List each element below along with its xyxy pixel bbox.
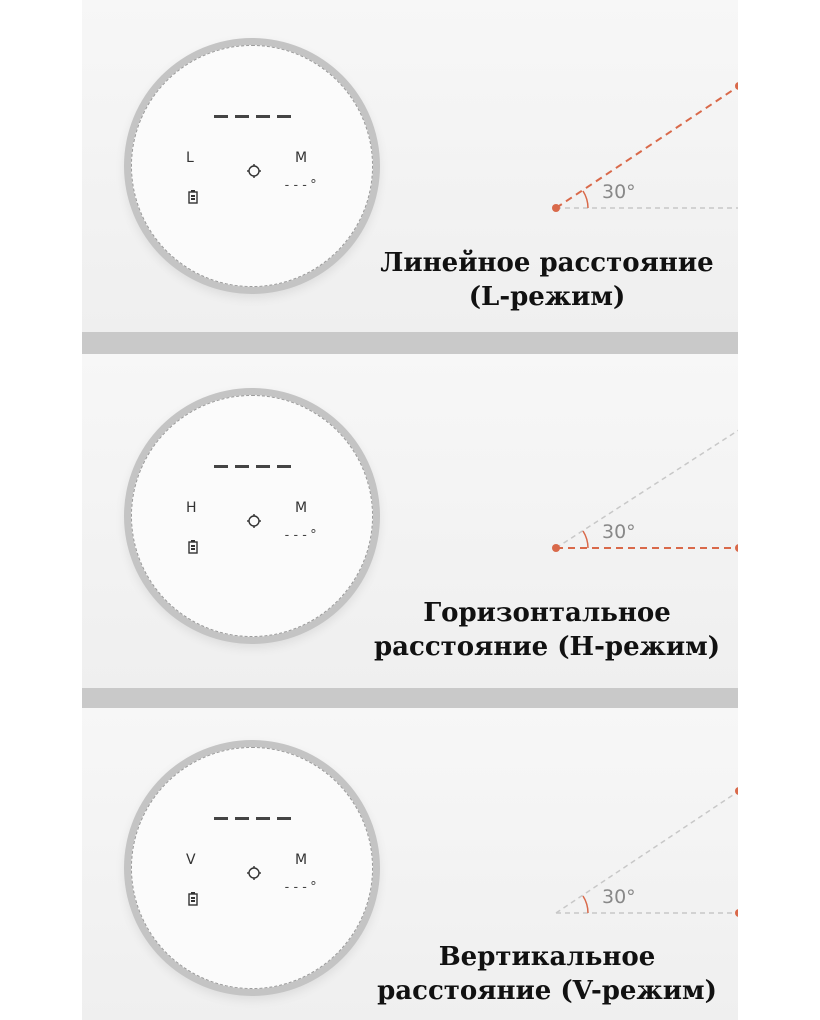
caption-line-2: расстояние (V-режим)	[377, 976, 717, 1006]
mode-panel-linear	[82, 0, 738, 332]
panel-divider	[82, 332, 738, 354]
angle-readout: ---°	[283, 178, 319, 193]
unit-indicator: M	[295, 500, 308, 516]
angle-label: 30°	[602, 521, 636, 543]
mode-caption	[332, 596, 738, 664]
horizontal-distance-diagram	[462, 414, 738, 564]
slant-guide-line	[556, 791, 738, 913]
linear-measure-line	[556, 86, 738, 208]
unit-indicator: M	[295, 150, 308, 166]
panel-divider	[82, 688, 738, 708]
caption-line-1: Линейное расстояние	[380, 248, 714, 278]
battery-icon	[188, 190, 198, 204]
vertical-distance-diagram	[462, 778, 738, 928]
caption-line-1: Горизонтальное	[423, 598, 671, 628]
angle-arc-icon	[583, 896, 588, 913]
caption-line-2: расстояние (H-режим)	[373, 632, 721, 662]
mode-caption	[332, 246, 738, 314]
target-icon	[247, 164, 261, 178]
mode-caption	[332, 940, 738, 1008]
slant-guide-line	[556, 426, 738, 548]
target-icon	[247, 514, 261, 528]
mode-indicator: V	[186, 852, 196, 868]
angle-label: 30°	[602, 181, 636, 203]
mode-panel-vertical	[82, 708, 738, 1020]
target-icon	[247, 866, 261, 880]
mode-indicator: L	[186, 150, 194, 166]
caption-line-1: Вертикальное	[438, 942, 656, 972]
main-readout-dashes	[214, 465, 291, 468]
angle-arc-icon	[583, 531, 588, 548]
mode-indicator: H	[186, 500, 197, 516]
main-readout-dashes	[214, 817, 291, 820]
angle-arc-icon	[583, 191, 588, 208]
linear-distance-diagram	[462, 70, 738, 220]
angle-label: 30°	[602, 886, 636, 908]
caption-line-2: (L-режим)	[468, 282, 626, 312]
unit-indicator: M	[295, 852, 308, 868]
angle-readout: ---°	[283, 880, 319, 895]
mode-panel-horizontal	[82, 354, 738, 688]
battery-icon	[188, 540, 198, 554]
main-readout-dashes	[214, 115, 291, 118]
battery-icon	[188, 892, 198, 906]
angle-readout: ---°	[283, 528, 319, 543]
